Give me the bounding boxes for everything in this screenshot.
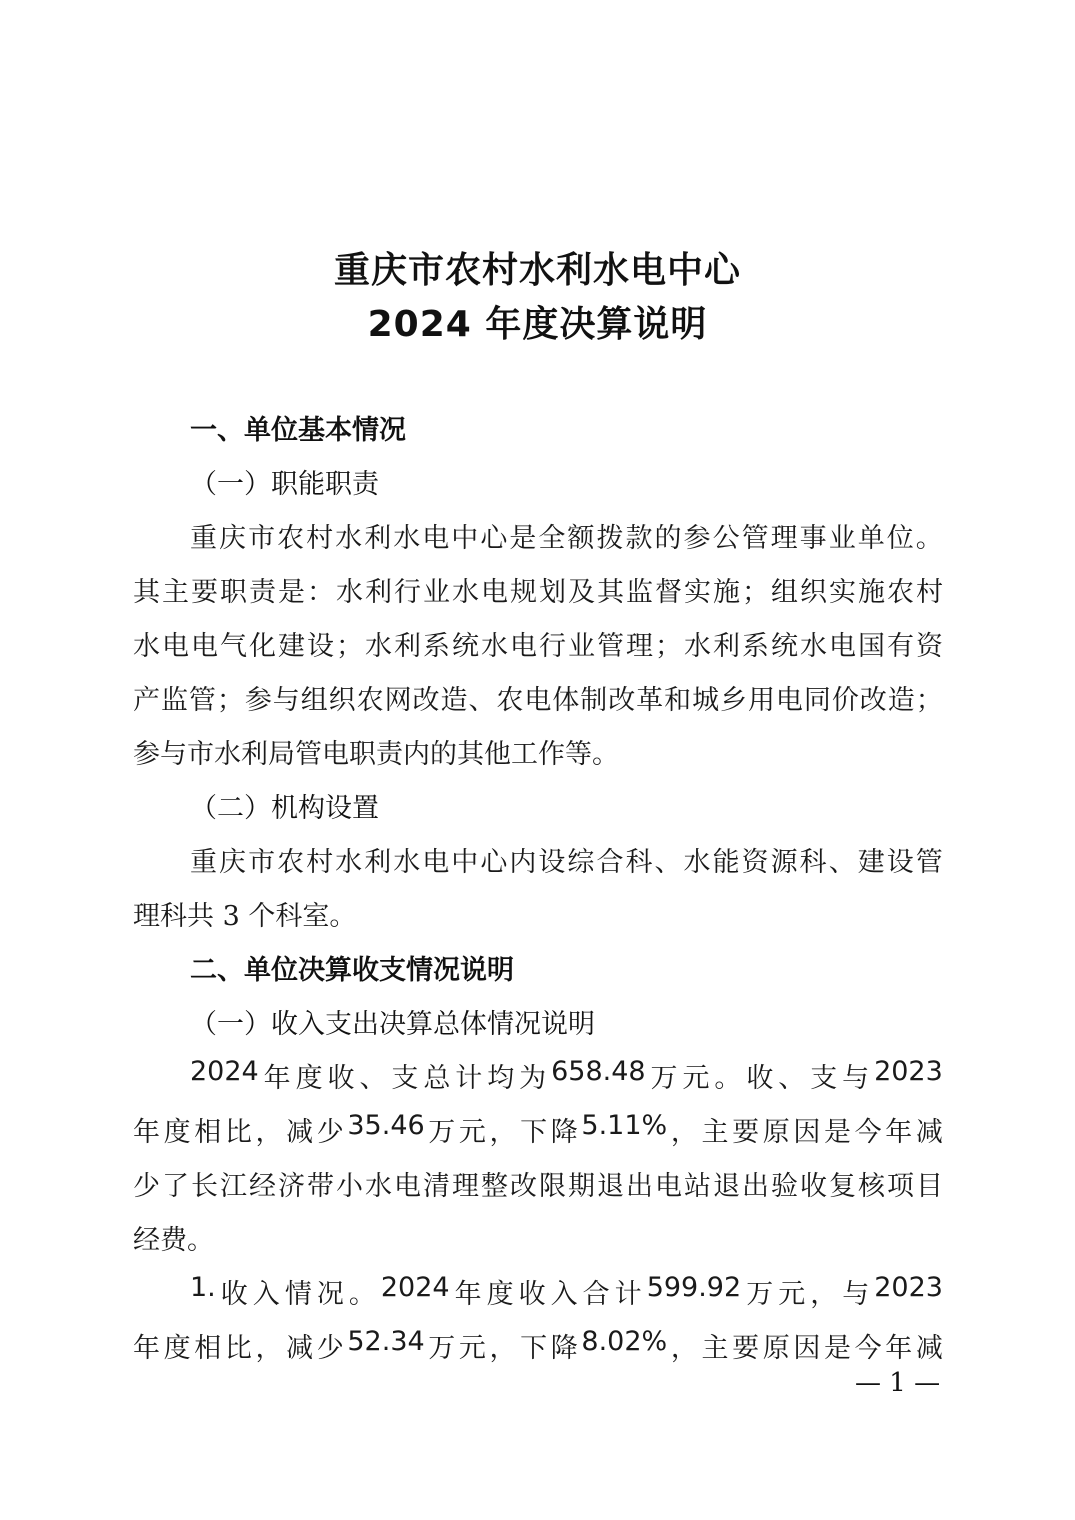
subsection-organization-heading: （二）机构设置 — [190, 793, 379, 824]
document-title-line1: 重庆市农村水利水电中心 — [333, 250, 741, 291]
para3-line4: 经费。 — [133, 1225, 214, 1256]
para1-line3: 水 电 电 气 化 建 设 ； 水 利 系 统 水 电 行 业 管 理 ； 水 利 系 统 水 电 国 有 资 — [133, 631, 943, 662]
document-title-line2: 2024 年度决算说明 — [367, 304, 708, 345]
section1-heading: 一、单位基本情况 — [190, 415, 406, 446]
para1-line5: 参与市水利局管电职责内的其他工作等。 — [133, 739, 619, 770]
para4-line2: 年 度 相 比 ， 减 少 52.34 万 元 ， 下 降 8.02% ， 主 要 原 因 是 今 年 减 — [133, 1326, 943, 1364]
para3-line2: 年 度 相 比 ， 减 少 35.46 万 元 ， 下 降 5.11% ， 主 要 原 因 是 今 年 减 — [133, 1110, 943, 1148]
subsection-functions-heading: （一）职能职责 — [190, 469, 379, 500]
subsection-overview-heading: （一）收入支出决算总体情况说明 — [190, 1009, 595, 1040]
section2-heading: 二、单位决算收支情况说明 — [190, 955, 514, 986]
para1-line2: 其 主 要 职 责 是 ： 水 利 行 业 水 电 规 划 及 其 监 督 实 施 ； 组 织 实 施 农 村 — [133, 577, 943, 608]
para3-line1: 2024 年 度 收 、 支 总 计 均 为 658.48 万 元 。 收 、 支 与 2023 — [190, 1056, 943, 1094]
para2-line1: 重 庆 市 农 村 水 利 水 电 中 心 内 设 综 合 科 、 水 能 资 源 科 、 建 设 管 — [190, 847, 943, 878]
page-number: — 1 — — [855, 1368, 941, 1398]
para1-line4: 产 监 管 ； 参 与 组 织 农 网 改 造 、 农 电 体 制 改 革 和 城 乡 用 电 同 价 改 造 ； — [133, 685, 943, 716]
para2-line2: 理科共 3 个科室。 — [133, 901, 357, 932]
para1-line1: 重 庆 市 农 村 水 利 水 电 中 心 是 全 额 拨 款 的 参 公 管 理 事 业 单 位 。 — [190, 523, 943, 554]
para3-line3: 少 了 长 江 经 济 带 小 水 电 清 理 整 改 限 期 退 出 电 站 退 出 验 收 复 核 项 目 — [133, 1171, 943, 1202]
para4-line1: 1. 收 入 情 况 。 2024 年 度 收 入 合 计 599.92 万 元 ， 与 2023 — [190, 1272, 943, 1310]
